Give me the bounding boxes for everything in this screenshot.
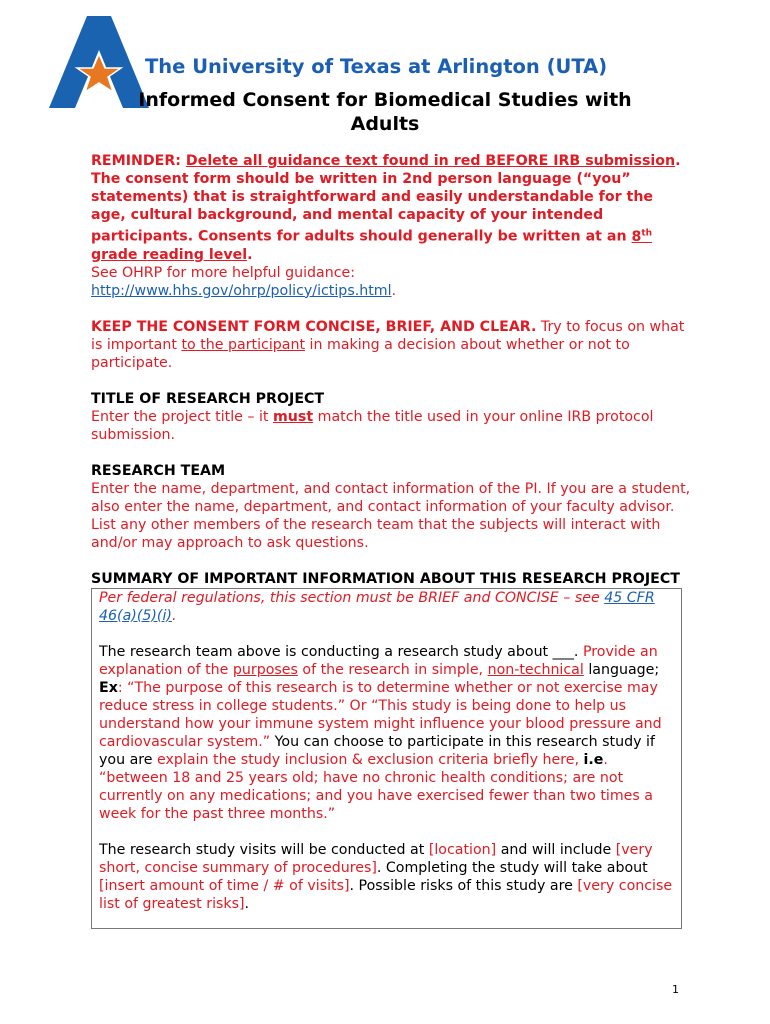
- page-number: 1: [672, 983, 679, 996]
- keep-text2: in making a decision about whether or not to participate.: [91, 336, 630, 371]
- ohrp-text: See OHRP for more helpful guidance:: [91, 264, 356, 281]
- summary-heading: SUMMARY OF IMPORTANT INFORMATION ABOUT THIS RESEARCH PROJECT: [91, 570, 680, 587]
- team-heading: RESEARCH TEAM: [91, 462, 226, 479]
- p1-red1: Provide an explanation of the: [99, 643, 658, 678]
- title-must: must: [273, 408, 314, 425]
- form-title-line2: Adults: [350, 113, 420, 135]
- p1-purposes: purposes: [232, 661, 298, 678]
- form-title-line1: Informed Consent for Biomedical Studies with: [138, 89, 632, 111]
- p1-red2: of the research in simple,: [297, 661, 488, 678]
- keep-text1: Try to focus on what is important: [91, 318, 685, 353]
- title-instructions: [91, 408, 691, 444]
- p1-ex: Ex: [99, 679, 118, 696]
- p1-example: : “The purpose of this research is to determine whether or not exercise may reduce stress in college students.” Or “This study is being done to help us understand how your immune system might influence your blood pressure and cardiovascular system.”: [99, 679, 662, 750]
- grade-rest: grade reading level: [91, 246, 248, 263]
- cfr-link[interactable]: 45 CFR 46(a)(5)(i): [99, 589, 655, 624]
- p2-end: .: [244, 895, 250, 912]
- grade-number: 8: [631, 228, 642, 245]
- p1-nontech: non-technical: [487, 661, 584, 678]
- keep-paragraph: [91, 318, 691, 372]
- federal-end: .: [171, 607, 177, 624]
- document-body: [91, 152, 691, 929]
- grade-sup: th: [641, 228, 653, 238]
- reminder-paragraph: [91, 152, 691, 264]
- p2-black2: and will include: [496, 841, 616, 858]
- title-text2: match the title used in your online IRB protocol submission.: [91, 408, 654, 443]
- p2-procedures: [very short, concise summary of procedures]: [99, 841, 653, 876]
- p2-amount: [insert amount of time / # of visits]: [99, 877, 350, 894]
- ohrp-end: .: [391, 282, 397, 299]
- title-heading: TITLE OF RESEARCH PROJECT: [91, 390, 325, 407]
- p2-black4: . Possible risks of this study are: [349, 877, 578, 894]
- federal-note: [99, 589, 673, 625]
- summary-paragraph-1: [99, 643, 673, 823]
- p1-ie: i.e: [583, 751, 604, 768]
- keep-underlined: to the participant: [181, 336, 306, 353]
- p2-risks: [very concise list of greatest risks]: [99, 877, 673, 912]
- p1-black2: language;: [583, 661, 660, 678]
- university-name: The University of Texas at Arlington (UTA): [145, 55, 608, 78]
- ohrp-link[interactable]: http://www.hhs.gov/ohrp/policy/ictips.html: [91, 282, 392, 299]
- p1-black4: You can choose to participate in this research study if you are: [99, 733, 655, 768]
- form-title: [110, 88, 660, 136]
- p1-red4: . “between 18 and 25 years old; have no chronic health conditions; are not currently on any medications; and you have exercised fewer than two times a week for the past three months.”: [99, 751, 653, 822]
- summary-paragraph-2: [99, 841, 673, 913]
- reminder-label: REMINDER:: [91, 153, 181, 169]
- p2-black1: The research study visits will be conducted at: [99, 841, 429, 858]
- reminder-sentence: . The consent form should be written in 2nd person language (“you” statements) that is straightforward and easily understandable for the age, cultural background, and mental capacity of your intended participants. Consents for adults should generally be written at an: [91, 153, 681, 245]
- p1-red3: explain the study inclusion & exclusion criteria briefly here,: [157, 751, 584, 768]
- summary-box: [91, 588, 682, 929]
- ohrp-line: [91, 282, 691, 300]
- keep-bold: KEEP THE CONSENT FORM CONCISE, BRIEF, AND CLEAR.: [91, 318, 537, 335]
- reminder-end: .: [247, 246, 253, 263]
- p2-location: [location]: [428, 841, 497, 858]
- p1-intro: The research team above is conducting a research study about ___.: [99, 643, 579, 660]
- p2-black3: . Completing the study will take about: [376, 859, 648, 876]
- title-text1: Enter the project title – it: [91, 408, 273, 425]
- federal-text: Per federal regulations, this section must be BRIEF and CONCISE – see: [99, 589, 605, 606]
- team-instructions: Enter the name, department, and contact information of the PI. If you are a student, also enter the name, department, and contact information of your faculty advisor. List any other members of the research team that the subjects will interact with and/or may approach to ask questions.: [91, 480, 691, 551]
- reminder-delete-text: Delete all guidance text found in red BEFORE IRB submission: [185, 153, 676, 169]
